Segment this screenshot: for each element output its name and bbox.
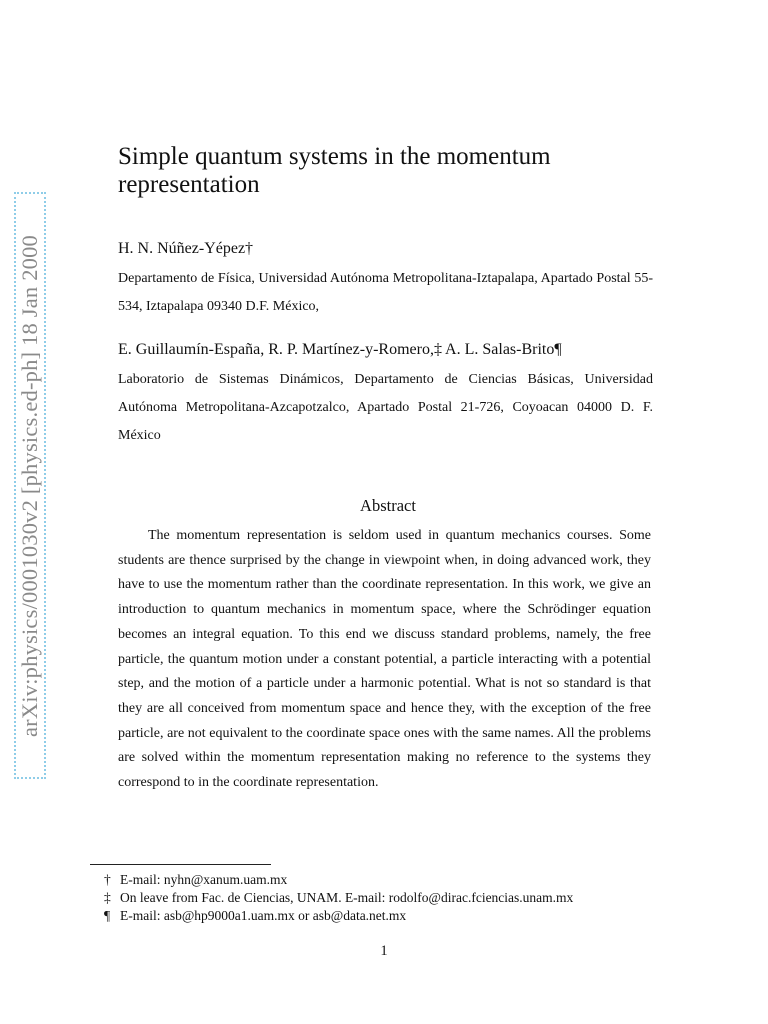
footnote-mark: ¶ [104, 908, 111, 923]
arxiv-identifier: arXiv:physics/0001030v2 [physics.ed-ph] 18 Jan 2000 [17, 234, 43, 737]
page-number: 1 [380, 943, 388, 959]
footnote-text: On leave from Fac. de Ciencias, UNAM. E-mail: rodolfo@dirac.fciencias.unam.mx [120, 890, 574, 905]
author-names-2: E. Guillaumín-España, R. P. Martínez-y-Romero,‡ A. L. Salas-Brito¶ [118, 341, 562, 358]
footnote-rule [90, 864, 271, 865]
footnote-mark: ‡ [104, 890, 111, 905]
footnote-text: E-mail: nyhn@xanum.uam.mx [120, 872, 288, 887]
footnote-mark: † [104, 872, 111, 887]
abstract-heading: Abstract [360, 496, 416, 515]
footnote-1 [104, 871, 287, 889]
author-affiliation-1: Departamento de Física, Universidad Autónoma Metropolitana-Iztapalapa, Apartado Postal 55-534, Iztapalapa 09340 D.F. México, [118, 271, 653, 314]
arxiv-stamp [14, 192, 46, 779]
author-affiliation-2: Laboratorio de Sistemas Dinámicos, Departamento de Ciencias Básicas, Universidad Autónoma Metropolitana-Azcapotzalco, Apartado Postal 21-726, Coyoacan 04000 D. F. México [118, 372, 653, 443]
abstract-text: The momentum representation is seldom used in quantum mechanics courses. Some students are thence surprised by the change in viewpoint when, in doing advanced work, they have to use the momentum rather than the coordinate representation. In this work, we give an introduction to quantum mechanics in momentum space, where the Schrödinger equation becomes an integral equation. To this end we discuss standard problems, namely, the free particle, the quantum motion under a constant potential, a particle interacting with a potential step, and the motion of a particle under a harmonic potential. What is not so standard is that they are all conceived from momentum space and hence they, with the exception of the free particle, are not equivalent to the coordinate space ones with the same names. All the problems are solved within the momentum representation making no reference to the systems they correspond to in the coordinate representation. [118, 528, 651, 791]
footnote-2 [104, 889, 573, 907]
footnote-3 [104, 907, 406, 925]
author-names-1: H. N. Núñez-Yépez† [118, 240, 254, 257]
paper-title: Simple quantum systems in the momentum representation [118, 143, 551, 198]
footnote-text: E-mail: asb@hp9000a1.uam.mx or asb@data.net.mx [120, 908, 407, 923]
